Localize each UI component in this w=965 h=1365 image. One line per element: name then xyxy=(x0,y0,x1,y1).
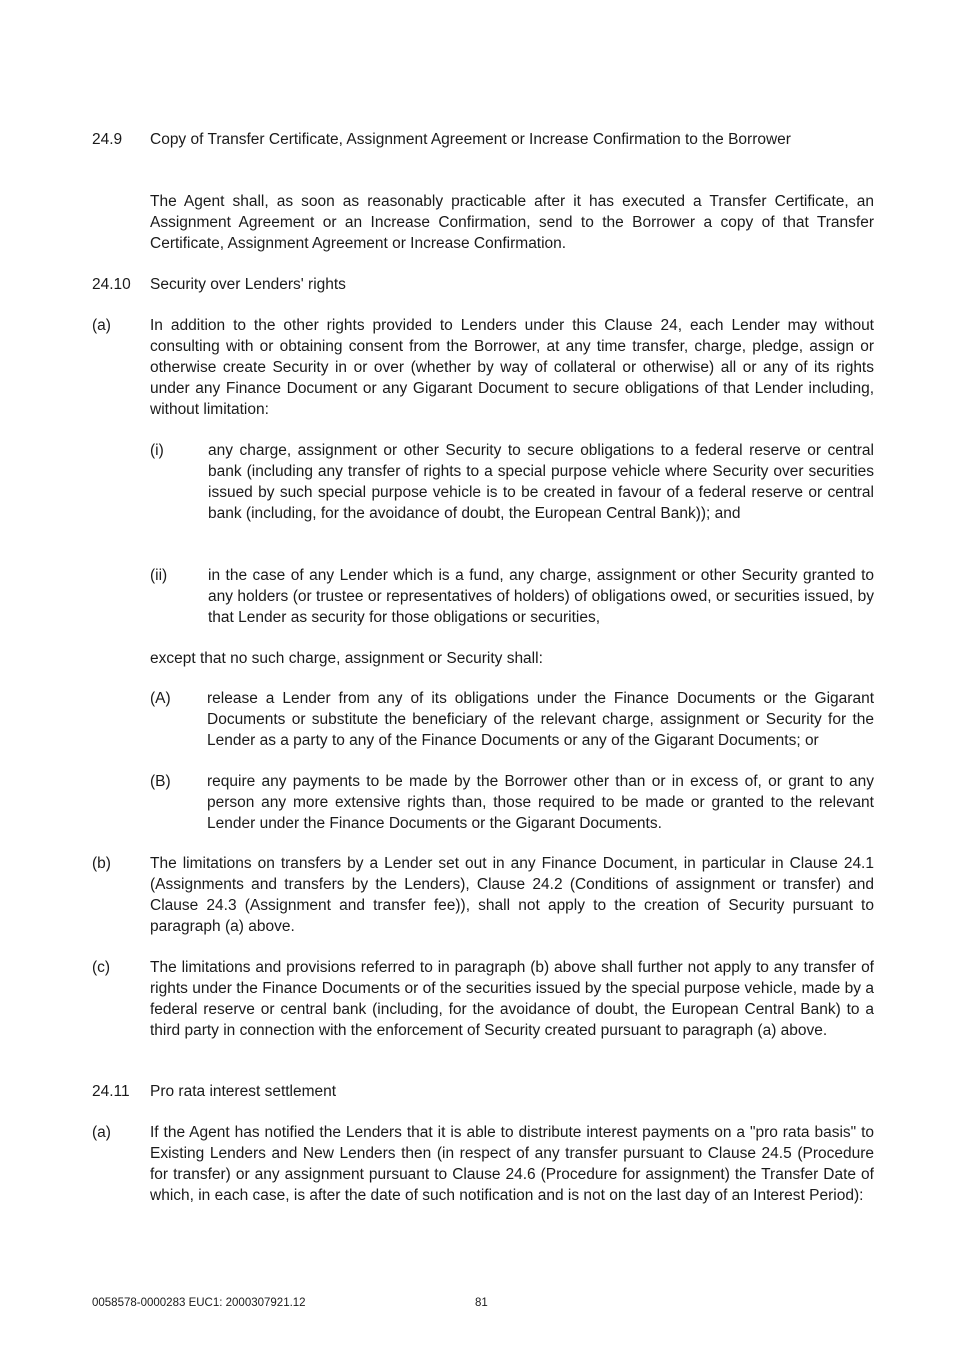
subparagraph-label: (A) xyxy=(150,690,171,707)
paragraph-label: (a) xyxy=(92,317,111,334)
clause-24-9-body: The Agent shall, as soon as reasonably practicable after it has executed a Transfer Certificate, an Assignment Agreement or an Increase Confirmation, send to the Borrower a copy of that Transfer Certificate, Assignment Agreement or Increase Confirmation. xyxy=(150,193,874,252)
paragraph-b xyxy=(92,853,874,937)
clause-number: 24.11 xyxy=(92,1083,130,1100)
footer-page-number: 81 xyxy=(475,1297,488,1309)
subparagraph-label: (ii) xyxy=(150,567,168,584)
footer-doc-reference: 0058578-0000283 EUC1: 2000307921.12 xyxy=(92,1297,306,1309)
subparagraph-text: release a Lender from any of its obligations under the Finance Documents or the Gigarant Documents or substitute the beneficiary of the relevant charge, assignment or Security for the Lender as a party to any of the Finance Documents or any of the Gigarant Documents; or xyxy=(207,690,874,749)
subparagraph-text: in the case of any Lender which is a fund, any charge, assignment or other Security granted to any holders (or trustee or representatives of holders) of obligations owed, or securities issued, by that Lender as security for those obligations or securities, xyxy=(208,567,874,626)
clause-heading-text: Copy of Transfer Certificate, Assignment Agreement or Increase Confirmation to the Borrower xyxy=(150,131,791,148)
subparagraph-A xyxy=(150,688,874,751)
except-clause: except that no such charge, assignment or Security shall: xyxy=(150,650,543,667)
subparagraph-text: require any payments to be made by the Borrower other than or in excess of, or grant to any person any more extensive rights than, those required to be made or granted to the relevant Lender under the Finance Documents or the Gigarant Documents. xyxy=(207,773,874,832)
clause-24-9-heading xyxy=(92,129,874,150)
clause-heading-text: Security over Lenders' rights xyxy=(150,276,346,293)
paragraph-text: In addition to the other rights provided to Lenders under this Clause 24, each Lender may without consulting with or obtaining consent from the Borrower, at any time transfer, charge, pledge, assign or otherwise create Security in or over (whether by way of collateral or otherwise) all or any of its rights under any Finance Document or any Gigarant Document to secure obligations of that Lender including, without limitation: xyxy=(150,317,874,418)
paragraph-a-pro-rata xyxy=(92,1122,874,1206)
paragraph-label: (c) xyxy=(92,959,111,976)
subparagraph-label: (i) xyxy=(150,442,164,459)
paragraph-label: (b) xyxy=(92,855,111,872)
paragraph-text: If the Agent has notified the Lenders that it is able to distribute interest payments on a "pro rata basis" to Existing Lenders and New Lenders then (in respect of any transfer pursuant to Clause 24.5 (Procedure for transfer) or any assignment pursuant to Clause 24.6 (Procedure for assignment) the Transfer Date of which, in each case, is after the date of such notification and is not on the last day of an Interest Period): xyxy=(150,1124,874,1204)
subparagraph-label: (B) xyxy=(150,773,171,790)
paragraph-a xyxy=(92,315,874,420)
clause-number: 24.10 xyxy=(92,276,131,293)
subparagraph-text: any charge, assignment or other Security to secure obligations to a federal reserve or central bank (including any transfer of rights to a special purpose vehicle where Security over securities issued by such special purpose vehicle is to be created in favour of a federal reserve or central bank (including, for the avoidance of doubt, the European Central Bank)); and xyxy=(208,442,874,522)
subparagraph-i xyxy=(150,440,874,524)
clause-heading-text: Pro rata interest settlement xyxy=(150,1083,337,1100)
clause-24-11-heading xyxy=(92,1081,874,1102)
paragraph-c xyxy=(92,957,874,1041)
paragraph-label: (a) xyxy=(92,1124,111,1141)
clause-number: 24.9 xyxy=(92,131,123,148)
clause-24-10-heading xyxy=(92,274,874,295)
subparagraph-ii xyxy=(150,565,874,628)
paragraph-text: The limitations and provisions referred to in paragraph (b) above shall further not apply to any transfer of rights under the Finance Documents or of the securities issued by the special purpose vehicle, made by a federal reserve or central bank (including, for the avoidance of doubt, the European Central Bank) to a third party in connection with the enforcement of Security created pursuant to paragraph (a) above. xyxy=(150,959,874,1039)
paragraph-text: The limitations on transfers by a Lender set out in any Finance Document, in particular in Clause 24.1 (Assignments and transfers by the Lenders), Clause 24.2 (Conditions of assignment or transfer) and Clause 24.3 (Assignment and transfer fee)), shall not apply to the creation of Security pursuant to paragraph (a) above. xyxy=(150,855,874,935)
subparagraph-B xyxy=(150,771,874,834)
